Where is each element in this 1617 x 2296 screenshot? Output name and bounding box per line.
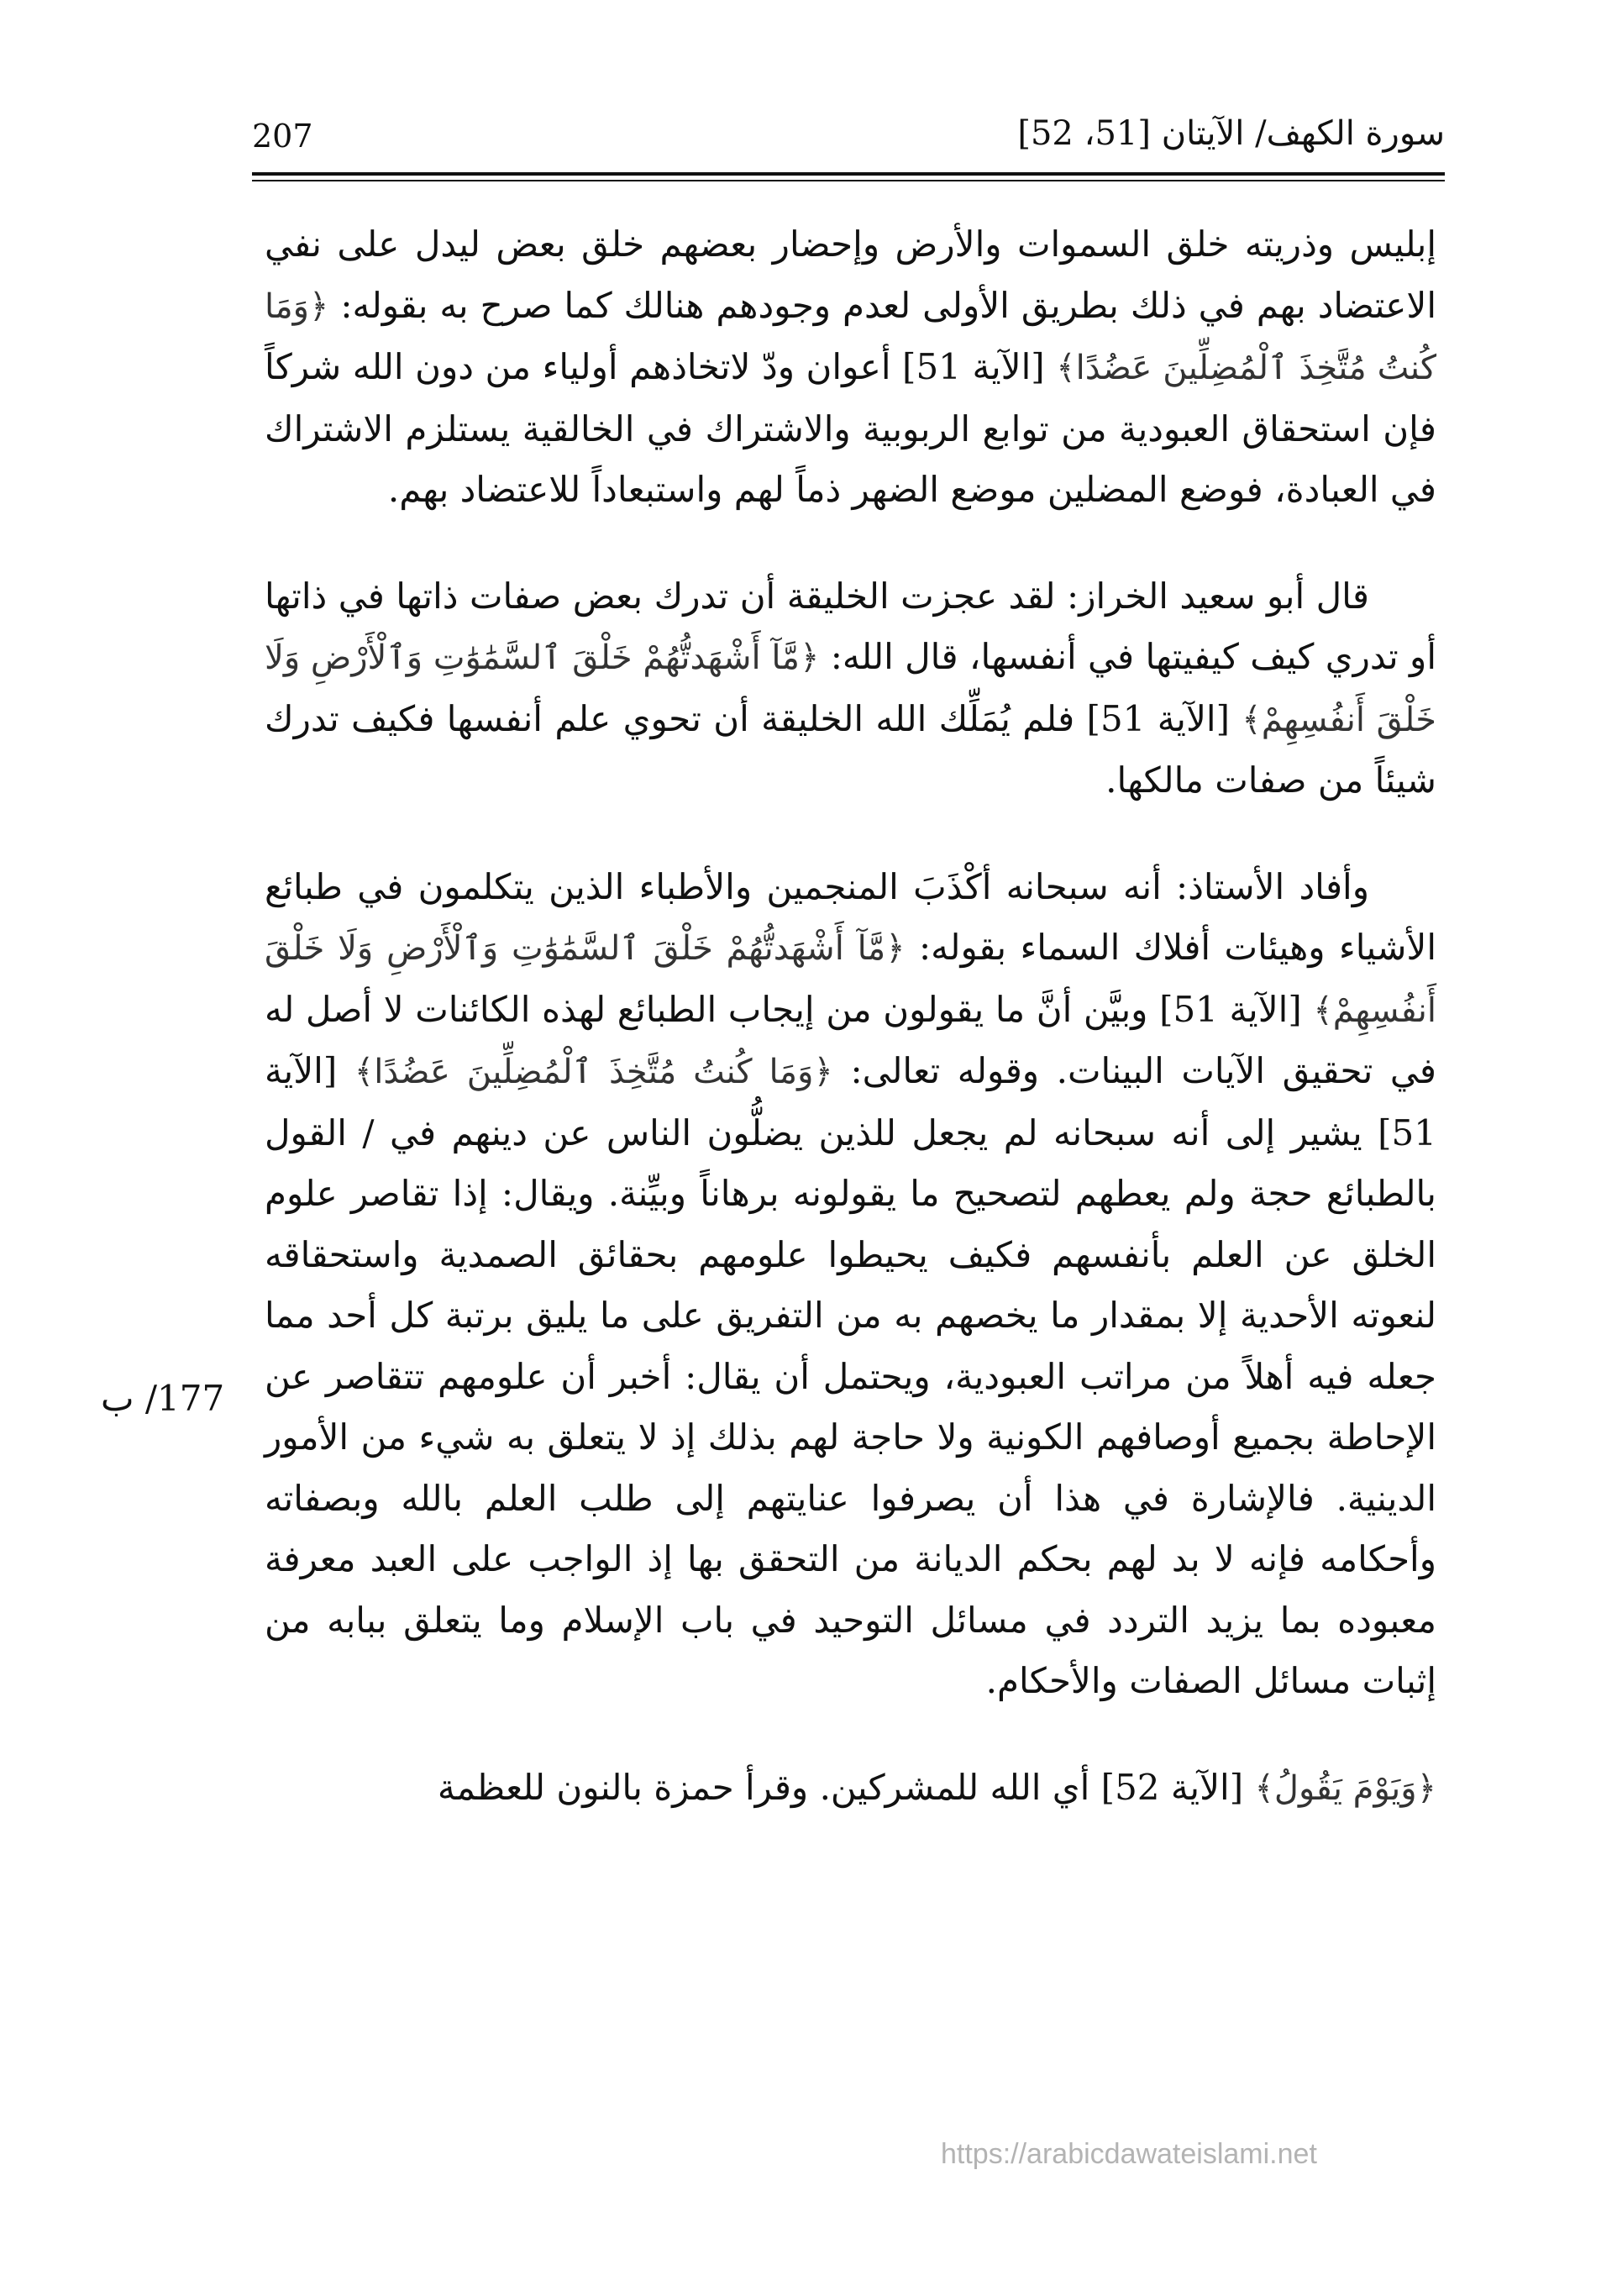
body-text <box>265 214 1436 1819</box>
watermark-url: https://arabicdawateislami.net <box>941 2138 1317 2170</box>
header-rule-thick <box>252 172 1445 176</box>
quran-verse: ﴿مَّآ أَشْهَدتُّهُمْ خَلْقَ ٱلسَّمَٰوَٰتِ وَٱلْأَرْضِ وَلَا خَلْقَ أَنفُسِهِمْ﴾ <box>265 929 1436 1030</box>
manuscript-folio-note: 177/ ب <box>101 1378 225 1419</box>
page-header <box>252 109 1445 168</box>
paragraph-text: قال أبو سعيد الخراز: لقد عجزت الخليقة أن تدرك بعض صفات ذاتها في ذاتها أو تدري كيف كيفيتها في أنفسها، قال الله: <box>265 575 1436 677</box>
paragraph-text: [الآية 51] يشير إلى أنه سبحانه لم يجعل للذين يضلُّون الناس عن دينهم في / القول بالطبائع حجة ولم يعطهم لتصحيح ما يقولونه برهاناً وبيِّنة. ويقال: إذا تقاصر علوم الخلق عن العلم بأنفسهم فكيف يحيطوا علومهم بحقائق الصمدية واستحقاقه لنعوته الأحدية إلا بمقدار ما يخصهم به من التفريق على ما يليق برتبة كل أحد مما جعله فيه أهلاً من مراتب العبودية، ويحتمل أن يقال: أخبر أن علومهم تتقاصر عن الإحاطة بجميع أوصافهم الكونية ولا حاجة لهم بذلك إذ لا يتعلق به شيء من الأمور الدينية. فالإشارة في هذا أن يصرفوا عنايتهم إلى طلب العلم بالله وبصفاته وأحكامه فإنه لا بد لهم بحكم الديانة من التحقق بها إذ الواجب على العبد معرفة معبوده بما يزيد التردد في مسائل التوحيد في باب الإسلام وما يتعلق ببابه من إثبات مسائل الصفات والأحكام. <box>265 1050 1436 1701</box>
page-number: 207 <box>252 118 313 155</box>
paragraph-1 <box>265 214 1436 521</box>
paragraph-4 <box>265 1757 1436 1820</box>
header-rule-thin <box>252 180 1445 181</box>
paragraph-text: [الآية 51] فلم يُمَلِّك الله الخليقة أن تحوي علم أنفسها فكيف تدرك شيئاً من صفات مالكها. <box>265 697 1436 801</box>
quran-verse: ﴿وَيَوْمَ يَقُولُ﴾ <box>1254 1768 1436 1808</box>
paragraph-text: [الآية 51] وبيَّن أنَّ ما يقولون من إيجاب الطبائع لهذه الكائنات لا أصل له في تحقيق الآيات البينات. وقوله تعالى: <box>265 988 1436 1091</box>
paragraph-3 <box>265 857 1436 1712</box>
quran-verse: ﴿وَمَا كُنتُ مُتَّخِذَ ٱلْمُضِلِّينَ عَضُدًا﴾ <box>354 1053 833 1091</box>
quran-verse: ﴿مَّآ أَشْهَدتُّهُمْ خَلْقَ ٱلسَّمَٰوَٰتِ وَٱلْأَرْضِ وَلَا خَلْقَ أَنفُسِهِمْ﴾ <box>265 638 1436 739</box>
paragraph-text: [الآية 51] أعوان ودّ لاتخاذهم أولياء من دون الله شركاً فإن استحقاق العبودية من توابع الربوبية والاشتراك في الخالقية يستلزم الاشتراك في العبادة، فوضع المضلين موضع الضهر ذماً لهم واستبعاداً للاعتضاد بهم. <box>265 346 1436 510</box>
paragraph-text: [الآية 52] أي الله للمشركين. وقرأ حمزة بالنون للعظمة <box>437 1766 1255 1808</box>
running-title: سورة الكهف/ الآيتان [51، 52] <box>1017 114 1445 153</box>
paragraph-text: إبليس وذريته خلق السموات والأرض وإحضار بعضهم خلق بعض ليدل على نفي الاعتضاد بهم في ذلك بطريق الأولى لعدم وجودهم هنالك كما صرح به بقوله: <box>265 223 1436 326</box>
paragraph-2 <box>265 566 1436 812</box>
quran-verse: ﴿وَمَا كُنتُ مُتَّخِذَ ٱلْمُضِلِّينَ عَضُدًا﴾ <box>265 286 1437 387</box>
paragraph-text: وأفاد الأستاذ: أنه سبحانه أكْذَبَ المنجمين والأطباء الذين يتكلمون في طبائع الأشياء وهيئات أفلاك السماء بقوله: <box>265 865 1437 968</box>
